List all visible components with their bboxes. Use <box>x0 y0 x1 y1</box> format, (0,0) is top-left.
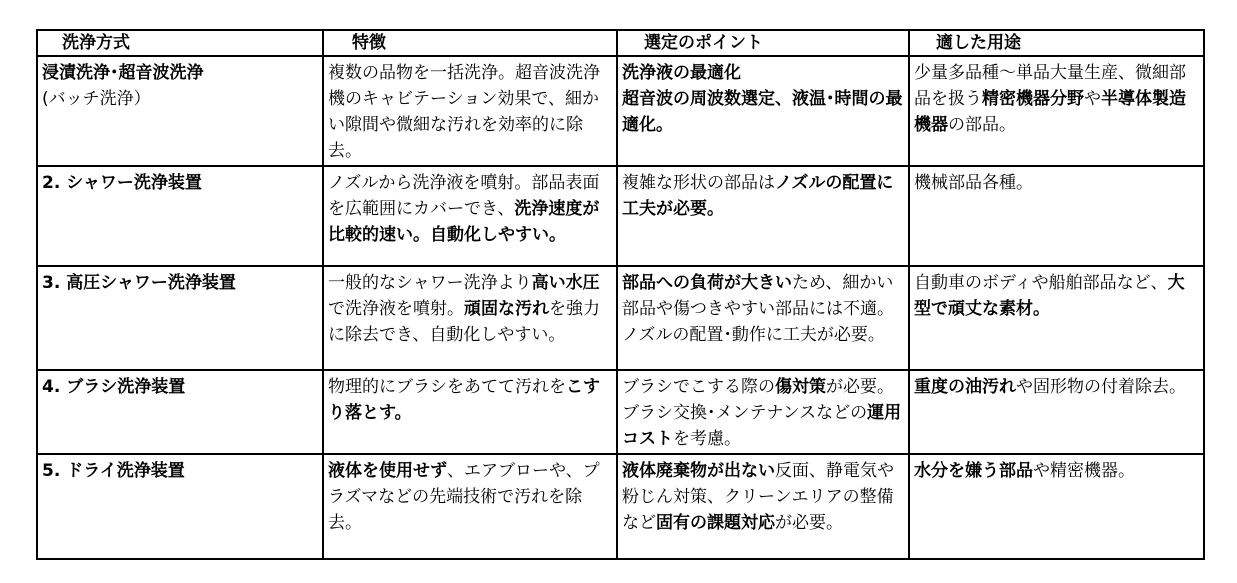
cleaning-methods-table <box>36 29 1205 560</box>
method-text: 5. ドライ洗浄装置 <box>42 461 185 481</box>
feature-text: 液体を使用せず <box>328 461 447 481</box>
table-header-row <box>37 30 1204 56</box>
table-row <box>37 266 1204 370</box>
feature-text: 高い水圧 <box>531 273 600 293</box>
use-cell <box>909 266 1204 370</box>
use-text: 自動車のボディや船舶部品など、 <box>914 273 1168 293</box>
point-text: 複雑な形状の部品は <box>622 173 775 193</box>
method-cell <box>37 370 323 454</box>
use-text: 重度の油汚れ <box>914 377 1016 397</box>
point-text: が必要。ブラシ交換･メンテナンスなどの <box>622 377 894 423</box>
point-text: を考慮。 <box>673 429 741 449</box>
header-feature: 特徴 <box>323 30 617 56</box>
point-text: 運用コスト <box>622 403 902 449</box>
point-text: 液体廃棄物が出ない <box>622 461 775 481</box>
point-cell <box>617 370 909 454</box>
method-cell <box>37 166 323 266</box>
feature-text: 一般的なシャワー洗浄より <box>328 273 532 293</box>
use-cell <box>909 454 1204 559</box>
point-cell <box>617 56 909 166</box>
feature-cell <box>323 370 617 454</box>
feature-text: 頑固な汚れ <box>464 299 549 319</box>
use-text: 水分を嫌う部品 <box>914 461 1033 481</box>
table-row <box>37 166 1204 266</box>
point-cell <box>617 266 909 370</box>
method-cell <box>37 454 323 559</box>
feature-cell <box>323 166 617 266</box>
point-text: 超音波の周波数選定、液温･時間の最適化。 <box>622 89 903 135</box>
point-text: ノズルの配置に工夫が必要。 <box>622 173 894 219</box>
feature-cell <box>323 56 617 166</box>
feature-text: ノズルから洗浄液を噴射。部品表面を広範囲にカバーでき、 <box>328 173 600 219</box>
feature-text: 洗浄速度が比較的速い。自動化しやすい。 <box>328 199 600 245</box>
method-text: 浸漬洗浄･超音波洗浄 <box>42 63 204 83</box>
point-cell <box>617 166 909 266</box>
use-text: や <box>1084 89 1101 109</box>
use-text: 精密機器分野 <box>982 89 1084 109</box>
feature-text: を強力に除去でき、自動化しやすい。 <box>328 299 600 345</box>
header-use: 適した用途 <box>909 30 1204 56</box>
point-text: ため、細かい部品や傷つきやすい部品には不適。ノズルの配置･動作に工夫が必要。 <box>622 273 894 345</box>
header-point: 選定のポイント <box>617 30 909 56</box>
use-text: や精密機器。 <box>1033 461 1135 481</box>
point-text: が必要。 <box>775 513 843 533</box>
use-text: の部品。 <box>948 115 1016 135</box>
use-text: 機械部品各種。 <box>914 173 1033 193</box>
method-text: 2. シャワー洗浄装置 <box>42 173 202 193</box>
point-text: 洗浄液の最適化 <box>622 63 741 83</box>
feature-cell <box>323 266 617 370</box>
point-text: 固有の課題対応 <box>656 513 775 533</box>
use-cell <box>909 370 1204 454</box>
point-text: 傷対策 <box>775 377 826 397</box>
point-text: 部品への負荷が大きい <box>622 273 792 293</box>
use-text: 大型で頑丈な素材。 <box>914 273 1185 319</box>
point-text: ブラシでこする際の <box>622 377 775 397</box>
feature-text: 、エアブローや、プラズマなどの先端技術で汚れを除去。 <box>328 461 600 533</box>
table-row <box>37 370 1204 454</box>
use-text: 半導体製造機器 <box>914 89 1186 135</box>
method-subtext: (バッチ洗浄） <box>42 89 151 109</box>
use-cell <box>909 166 1204 266</box>
method-text: 3. 高圧シャワー洗浄装置 <box>42 273 236 293</box>
use-text: 少量多品種～単品大量生産、微細部品を扱う <box>914 63 1186 109</box>
point-cell <box>617 454 909 559</box>
feature-text: こすり落とす。 <box>328 377 600 423</box>
method-cell <box>37 56 323 166</box>
method-text: 4. ブラシ洗浄装置 <box>42 377 186 397</box>
feature-text: で洗浄液を噴射。 <box>328 299 464 319</box>
point-text: 反面、静電気や粉じん対策、クリーンエリアの整備など <box>622 461 894 533</box>
method-cell <box>37 266 323 370</box>
table-row <box>37 56 1204 166</box>
feature-text: 複数の品物を一括洗浄。超音波洗浄機のキャビテーション効果で、細かい隙間や微細な汚れを効率的に除去。 <box>328 63 600 161</box>
use-cell <box>909 56 1204 166</box>
use-text: や固形物の付着除去。 <box>1016 377 1186 397</box>
feature-cell <box>323 454 617 559</box>
header-method: 洗浄方式 <box>37 30 323 56</box>
table-row <box>37 454 1204 559</box>
feature-text: 物理的にブラシをあてて汚れを <box>328 377 566 397</box>
